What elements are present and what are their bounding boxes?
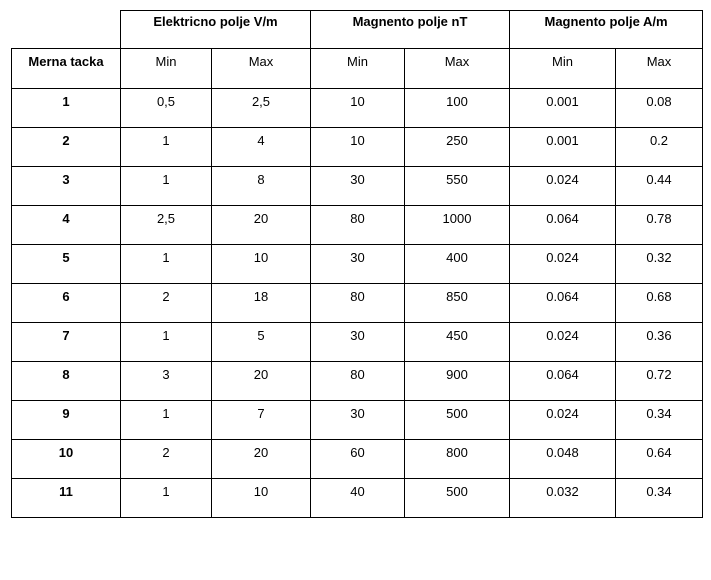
sub-header-cell: Max xyxy=(616,49,703,89)
value-cell: 2 xyxy=(121,440,212,479)
sub-header-cell: Max xyxy=(405,49,510,89)
table-row xyxy=(12,479,703,518)
value-cell: 250 xyxy=(405,128,510,167)
sub-header-cell: Min xyxy=(311,49,405,89)
value-cell: 8 xyxy=(212,167,311,206)
value-cell: 100 xyxy=(405,89,510,128)
value-cell: 4 xyxy=(212,128,311,167)
value-cell: 0.2 xyxy=(616,128,703,167)
value-cell: 850 xyxy=(405,284,510,323)
value-cell: 900 xyxy=(405,362,510,401)
value-cell: 1 xyxy=(121,167,212,206)
value-cell: 0.34 xyxy=(616,401,703,440)
value-cell: 80 xyxy=(311,284,405,323)
value-cell: 0.024 xyxy=(510,245,616,284)
value-cell: 400 xyxy=(405,245,510,284)
table-row xyxy=(12,245,703,284)
measurement-point-cell: 10 xyxy=(12,440,121,479)
value-cell: 1 xyxy=(121,401,212,440)
value-cell: 30 xyxy=(311,245,405,284)
value-cell: 2 xyxy=(121,284,212,323)
value-cell: 0.064 xyxy=(510,206,616,245)
table-row xyxy=(12,167,703,206)
value-cell: 0.08 xyxy=(616,89,703,128)
value-cell: 80 xyxy=(311,362,405,401)
value-cell: 0.001 xyxy=(510,89,616,128)
value-cell: 2,5 xyxy=(212,89,311,128)
value-cell: 550 xyxy=(405,167,510,206)
group-header-magnetic-field-nt: Magnento polje nT xyxy=(311,11,510,49)
value-cell: 0.32 xyxy=(616,245,703,284)
table-row xyxy=(12,128,703,167)
value-cell: 20 xyxy=(212,362,311,401)
sub-header-cell: Min xyxy=(121,49,212,89)
row-header-label: Merna tacka xyxy=(12,49,121,89)
table-row xyxy=(12,440,703,479)
value-cell: 0.024 xyxy=(510,401,616,440)
measurement-point-cell: 11 xyxy=(12,479,121,518)
table-row xyxy=(12,89,703,128)
measurement-table xyxy=(11,10,703,518)
value-cell: 10 xyxy=(311,89,405,128)
value-cell: 1000 xyxy=(405,206,510,245)
value-cell: 10 xyxy=(212,479,311,518)
value-cell: 0.44 xyxy=(616,167,703,206)
value-cell: 10 xyxy=(311,128,405,167)
value-cell: 1 xyxy=(121,245,212,284)
measurement-point-cell: 6 xyxy=(12,284,121,323)
value-cell: 0.72 xyxy=(616,362,703,401)
value-cell: 0.024 xyxy=(510,167,616,206)
table-row xyxy=(12,323,703,362)
value-cell: 0.064 xyxy=(510,362,616,401)
group-header-row xyxy=(12,11,703,49)
value-cell: 7 xyxy=(212,401,311,440)
value-cell: 10 xyxy=(212,245,311,284)
measurement-point-cell: 7 xyxy=(12,323,121,362)
value-cell: 18 xyxy=(212,284,311,323)
value-cell: 1 xyxy=(121,479,212,518)
value-cell: 450 xyxy=(405,323,510,362)
measurement-point-cell: 9 xyxy=(12,401,121,440)
measurement-point-cell: 2 xyxy=(12,128,121,167)
value-cell: 30 xyxy=(311,323,405,362)
measurement-point-cell: 3 xyxy=(12,167,121,206)
value-cell: 0.032 xyxy=(510,479,616,518)
table-body xyxy=(12,11,703,518)
measurement-point-cell: 8 xyxy=(12,362,121,401)
measurement-point-cell: 5 xyxy=(12,245,121,284)
value-cell: 500 xyxy=(405,401,510,440)
table-row xyxy=(12,401,703,440)
value-cell: 0.78 xyxy=(616,206,703,245)
value-cell: 20 xyxy=(212,440,311,479)
value-cell: 0.001 xyxy=(510,128,616,167)
measurement-point-cell: 1 xyxy=(12,89,121,128)
value-cell: 1 xyxy=(121,128,212,167)
value-cell: 0,5 xyxy=(121,89,212,128)
table-row xyxy=(12,206,703,245)
value-cell: 5 xyxy=(212,323,311,362)
value-cell: 500 xyxy=(405,479,510,518)
group-header-electric-field: Elektricno polje V/m xyxy=(121,11,311,49)
value-cell: 0.34 xyxy=(616,479,703,518)
sub-header-cell: Min xyxy=(510,49,616,89)
value-cell: 80 xyxy=(311,206,405,245)
value-cell: 0.36 xyxy=(616,323,703,362)
value-cell: 30 xyxy=(311,167,405,206)
empty-corner-cell xyxy=(12,11,121,49)
value-cell: 0.064 xyxy=(510,284,616,323)
group-header-magnetic-field-am: Magnento polje A/m xyxy=(510,11,703,49)
value-cell: 40 xyxy=(311,479,405,518)
value-cell: 0.64 xyxy=(616,440,703,479)
sub-header-row xyxy=(12,49,703,89)
value-cell: 20 xyxy=(212,206,311,245)
value-cell: 30 xyxy=(311,401,405,440)
value-cell: 0.68 xyxy=(616,284,703,323)
measurement-point-cell: 4 xyxy=(12,206,121,245)
value-cell: 2,5 xyxy=(121,206,212,245)
value-cell: 0.024 xyxy=(510,323,616,362)
value-cell: 1 xyxy=(121,323,212,362)
sub-header-cell: Max xyxy=(212,49,311,89)
value-cell: 60 xyxy=(311,440,405,479)
value-cell: 0.048 xyxy=(510,440,616,479)
value-cell: 800 xyxy=(405,440,510,479)
table-row xyxy=(12,362,703,401)
value-cell: 3 xyxy=(121,362,212,401)
table-row xyxy=(12,284,703,323)
